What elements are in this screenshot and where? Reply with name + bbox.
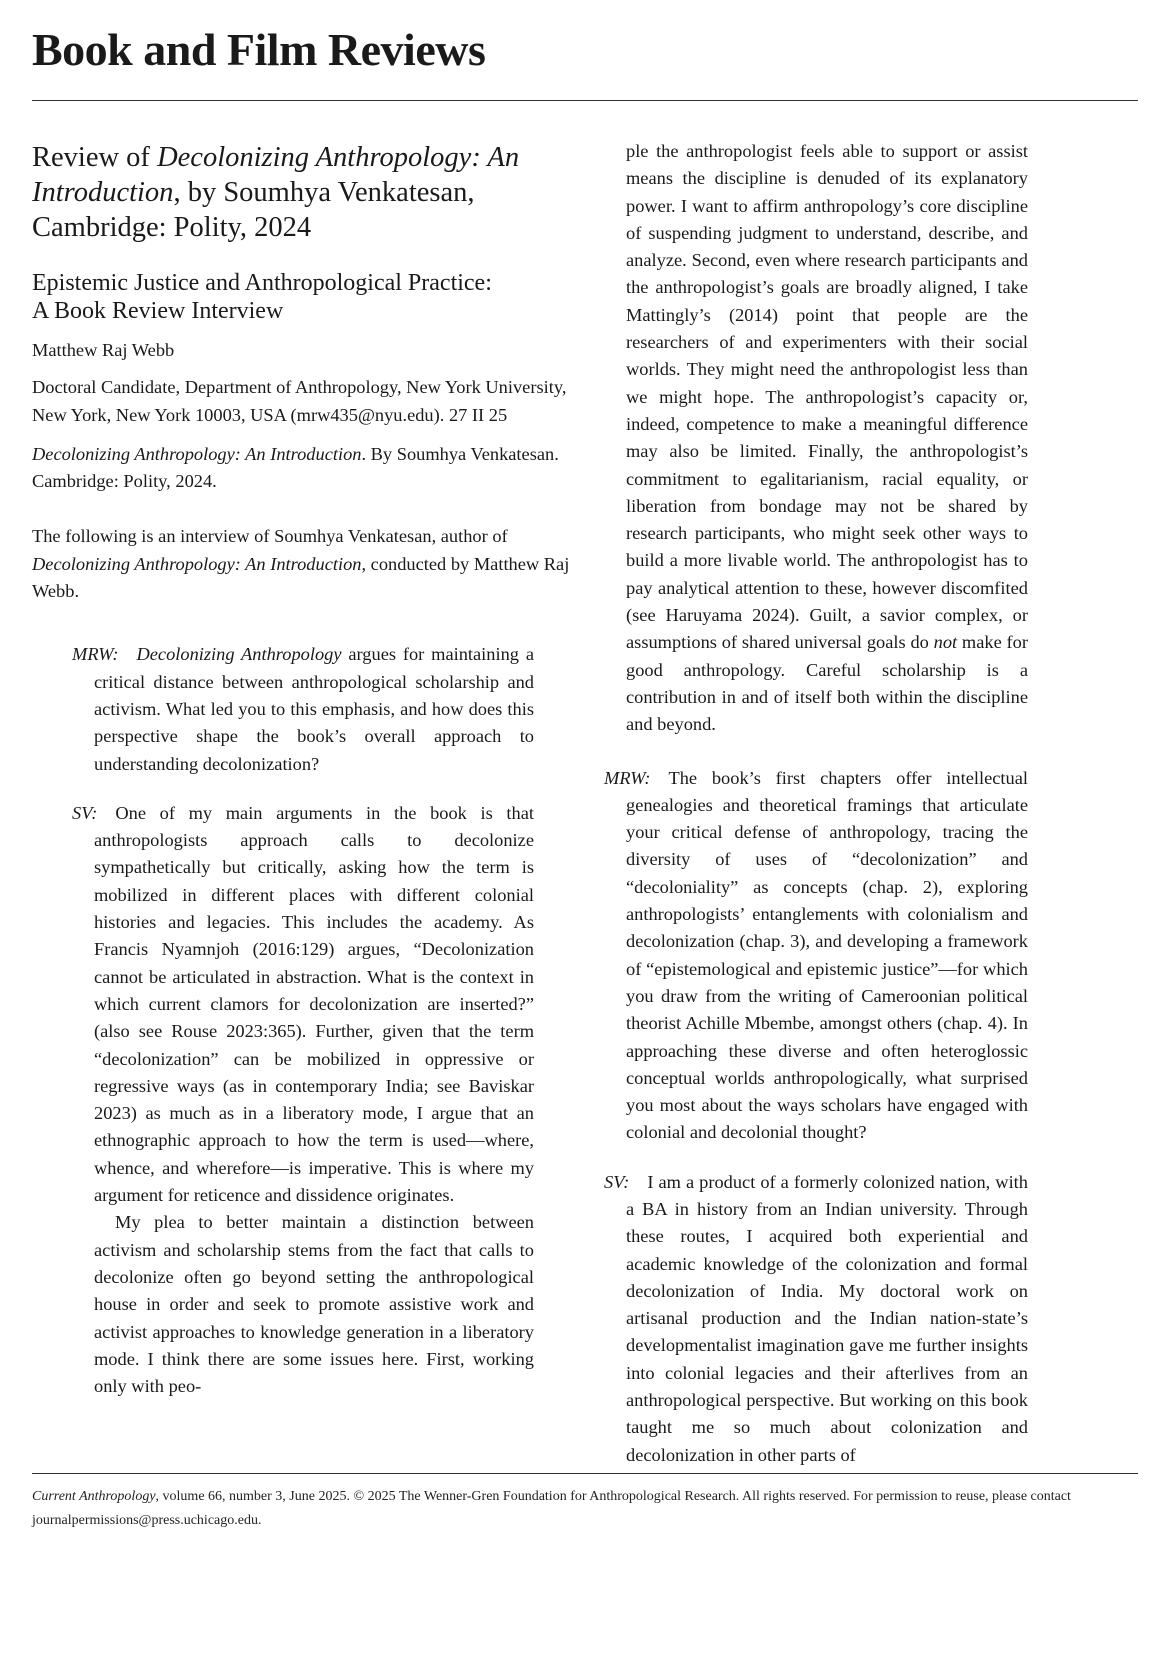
author-name: Matthew Raj Webb	[32, 340, 175, 360]
answer-1-continued	[604, 138, 1028, 739]
footer-divider	[32, 1473, 1138, 1474]
speaker-label: SV:	[604, 1171, 630, 1192]
page-footer	[32, 1485, 1138, 1533]
answer-1-paragraph-2: My plea to better maintain a distinction between activism and scholarship stems from the fact that calls to decolonize often go beyond setting the anthropological house in order and seek to promote assistive work and activist approaches to knowledge generation in a liberatory mode. I think there are some issues here. First, working only with peo-	[94, 1212, 534, 1397]
interview-title-line1: Epistemic Justice and Anthropological Practice:	[32, 270, 492, 296]
review-title-suffix: , by Soumhya Venkatesan, Cambridge: Polity, 2024	[32, 177, 475, 243]
answer-1-continued-text-b: make for good anthropology. Careful scholarship is a contribution in and of itself both within the discipline and beyond.	[626, 632, 1028, 735]
section-title: Book and Film Reviews	[32, 24, 486, 75]
intro-paragraph	[32, 523, 572, 605]
answer-1-continued-text-a: ple the anthropologist feels able to support or assist means the discipline is denuded of its explanatory power. I want to affirm anthropology’s core discipline of suspending judgment to understand, describe, and analyze. Second, even where research participants and the anthropologist’s goals are broadly aligned, I take Mattingly’s (2014) point that people are the researchers of and experimenters with their social worlds. They might need the anthropologist less than we might hope. The anthropologist’s capacity or, indeed, competence to make a meaningful difference may also be limited. Finally, the anthropologist’s commitment to egalitarianism, racial equality, or liberation from bondage may not be shared by research participants, who might seek other ways to build a more livable world. The anthropologist has to pay analytical attention to these, however discomfited (see Haruyama 2024). Guilt, a savior complex, or assumptions of shared universal goals do	[626, 141, 1028, 653]
page-header	[32, 24, 1138, 76]
question-1	[32, 641, 534, 777]
footer-journal-name: Current Anthropology	[32, 1489, 156, 1504]
intro-book-title: Decolonizing Anthropology: An Introduction	[32, 553, 362, 574]
speaker-label: MRW:	[72, 644, 119, 665]
left-column	[32, 140, 572, 1400]
right-column	[604, 138, 1028, 1491]
answer-1-text: One of my main arguments in the book is that anthropologists approach calls to decolonize sympathetically but critically, asking how the term is mobilized in different places with different colonial histories and legacies. This includes the academy. As Francis Nyamnjoh (2016:129) argues, “Decolonization cannot be articulated in abstraction. What is the context in which current clamors for decolonization are inserted?” (also see Rouse 2023:365). Further, given that the term “decolonization” can be mobilized in oppressive or regressive ways (as in contemporary India; see Baviskar 2023) as much as in a liberatory mode, I argue that an ethnographic approach to how the term is used—where, whence, and wherefore—is imperative. This is where my argument for reticence and dissidence originates.	[94, 802, 534, 1206]
question-1-text: argues for maintaining a critical distance between anthropological scholarship and activism. What led you to this emphasis, and how does this perspective shape the book’s overall approach to understanding decolonization?	[94, 644, 534, 774]
interview-title-line2: A Book Review Interview	[32, 298, 284, 324]
author-affiliation: Doctoral Candidate, Department of Anthropology, New York University, New York, New York 10003, USA (mrw435@nyu.edu). 27 II 25	[32, 377, 567, 425]
question-2	[604, 765, 1028, 1147]
speaker-label: MRW:	[604, 767, 651, 788]
answer-2-text: I am a product of a formerly colonized nation, with a BA in history from an Indian university. Through these routes, I acquired both experiential and academic knowledge of the colonization and formal decolonization of India. My doctoral work on artisanal production and the Indian nation-state’s developmentalist imagination gave me further insights into colonial legacies and their afterlives from an anthropological perspective. But working on this book taught me so much about colonization and decolonization in other parts of	[626, 1171, 1028, 1465]
citation-book-title: Decolonizing Anthropology: An Introduction	[32, 443, 362, 464]
answer-2	[604, 1169, 1028, 1469]
review-title-prefix: Review of	[32, 142, 158, 173]
intro-suffix: , conducted by Matthew Raj Webb.	[32, 553, 570, 602]
review-title-book: Decolonizing Anthropology: An Introduction	[32, 142, 520, 208]
answer-1-continued-emphasis: not	[933, 632, 958, 653]
question-1-book-title: Decolonizing Anthropology	[136, 644, 342, 665]
answer-1	[32, 800, 534, 1209]
interview-title	[32, 269, 572, 325]
header-divider	[32, 100, 1138, 101]
review-title	[32, 140, 552, 245]
speaker-label: SV:	[72, 802, 98, 823]
book-citation	[32, 441, 572, 496]
question-2-text: The book’s first chapters offer intellectual genealogies and theoretical framings that articulate your critical defense of anthropology, tracing the diversity of uses of “decolonization” and “decoloniality” as concepts (chap. 2), exploring anthropologists’ entanglements with colonialism and decolonization (chap. 3), and developing a framework of “epistemological and epistemic justice”—for which you draw from the writing of Cameroonian political theorist Achille Mbembe, amongst others (chap. 4). In approaching these diverse and often heteroglossic conceptual worlds anthropologically, what surprised you most about the ways scholars have engaged with colonial and decolonial thought?	[626, 767, 1028, 1143]
citation-details: . By Soumhya Venkatesan. Cambridge: Polity, 2024.	[32, 443, 559, 492]
footer-details: , volume 66, number 3, June 2025. © 2025 The Wenner-Gren Foundation for Anthropological Research. All rights reserved. For permission to reuse, please contact journalpermissions@press.uchicago.edu.	[32, 1489, 1071, 1528]
intro-prefix: The following is an interview of Soumhya Venkatesan, author of	[32, 526, 508, 547]
